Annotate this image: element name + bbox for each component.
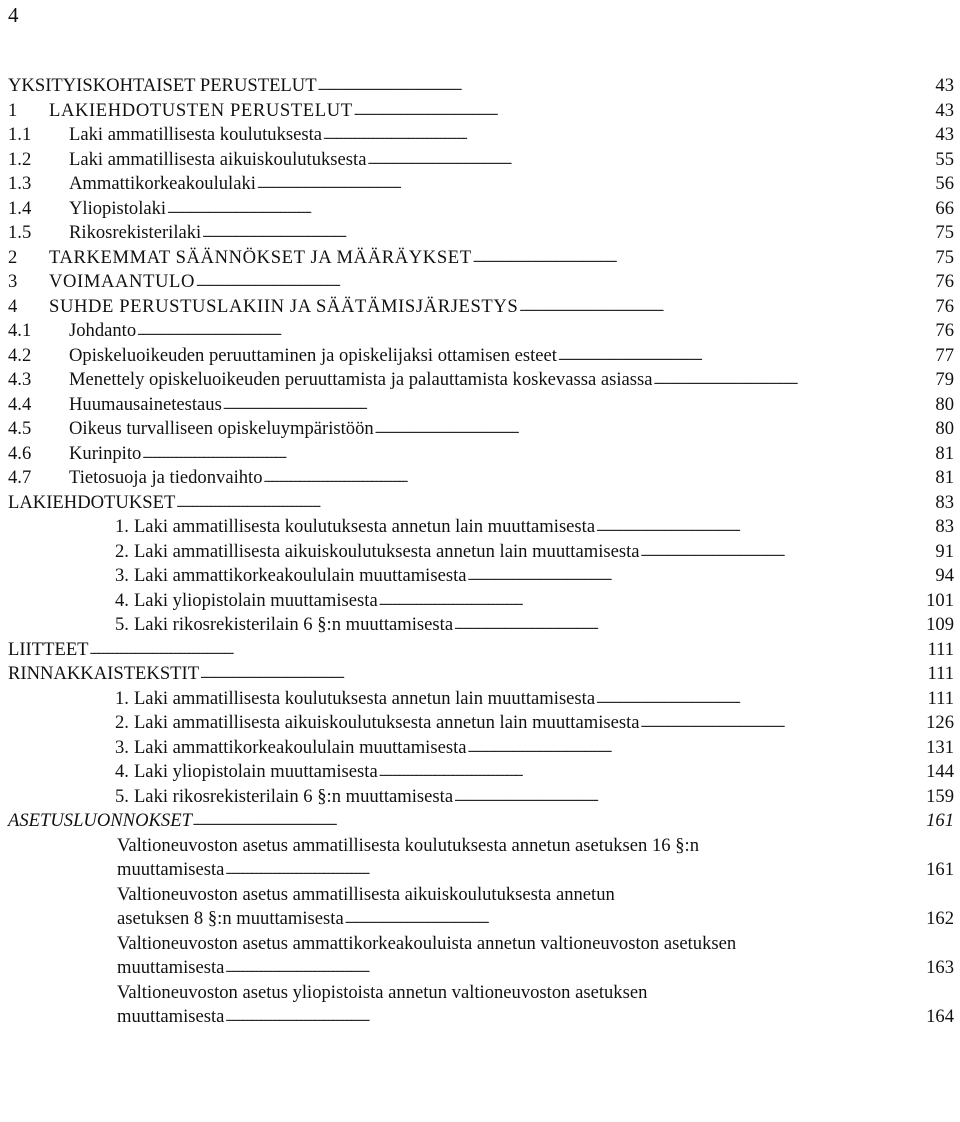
toc-dot-leader	[345, 906, 920, 933]
toc-dot-leader	[454, 612, 920, 639]
toc-entry[interactable]	[8, 270, 954, 295]
toc-entry-title: Valtioneuvoston asetus ammatillisesta aikuiskoulutuksesta annetun	[117, 883, 615, 905]
toc-entry-title: Kurinpito	[69, 442, 142, 464]
toc-entry-number: 3.	[115, 565, 129, 586]
toc-entry-page: 131	[926, 736, 954, 758]
toc-entry-page: 111	[927, 687, 954, 709]
toc-entry-title: LAKIEHDOTUSTEN PERUSTELUT	[49, 99, 353, 121]
toc-entry-number: 1.2	[8, 148, 32, 170]
toc-dot-leader	[196, 269, 920, 296]
toc-dot-leader	[367, 147, 920, 174]
toc-entry[interactable]	[8, 662, 954, 687]
toc-dot-leader	[225, 857, 920, 884]
toc-entry-number: 2	[8, 246, 18, 268]
toc-entry-page: 76	[935, 271, 954, 292]
toc-entry-number: 1.5	[8, 222, 32, 243]
toc-entry-page: 77	[935, 344, 954, 366]
toc-entry-title: Laki ammatillisesta aikuiskoulutuksesta	[69, 148, 367, 170]
toc-entry-page: 161	[926, 810, 954, 831]
toc-entry-title: Laki ammattikorkeakoululain muuttamisesta	[133, 736, 467, 758]
toc-entry-page: 80	[935, 393, 954, 415]
toc-entry-page: 80	[935, 418, 954, 439]
toc-entry-title: Laki yliopistolain muuttamisesta	[133, 589, 378, 611]
toc-entry[interactable]	[8, 221, 954, 246]
toc-entry[interactable]	[8, 172, 954, 197]
page-number: 4	[8, 3, 19, 27]
toc-entry-page: 163	[926, 957, 954, 978]
toc-entry-page: 43	[935, 99, 954, 121]
toc-entry-page: 101	[926, 589, 954, 611]
toc-entry[interactable]	[8, 246, 954, 271]
toc-entry-page: 83	[935, 516, 954, 537]
toc-entry[interactable]	[8, 368, 954, 393]
toc-entry-page: 94	[935, 565, 954, 586]
toc-entry-number: 4.2	[8, 344, 32, 366]
toc-entry[interactable]	[8, 809, 954, 834]
toc-entry[interactable]	[8, 613, 954, 638]
toc-entry-page: 111	[927, 638, 954, 660]
toc-entry-title: VOIMAANTULO	[49, 271, 196, 292]
toc-dot-leader	[468, 735, 921, 762]
toc-entry-title: muuttamisesta	[117, 1006, 225, 1027]
toc-entry-title: Yliopistolaki	[69, 197, 167, 219]
toc-entry-page: 126	[926, 712, 954, 733]
toc-entry-title: Opiskeluoikeuden peruuttaminen ja opiskelijaksi ottamisen esteet	[69, 344, 557, 366]
toc-entry[interactable]	[8, 466, 954, 491]
toc-entry-title: LIITTEET	[8, 638, 89, 660]
toc-dot-leader	[519, 294, 920, 321]
toc-dot-leader	[167, 196, 920, 223]
toc-entry-title: Rikosrekisterilaki	[69, 222, 202, 243]
toc-entry-title: SUHDE PERUSTUSLAKIIN JA SÄÄTÄMISJÄRJESTYS	[49, 295, 519, 317]
toc-dot-leader	[137, 318, 920, 345]
toc-entry-number: 4.4	[8, 393, 32, 415]
toc-entry[interactable]	[8, 74, 954, 99]
toc-dot-leader	[202, 220, 920, 247]
toc-entry-number: 2.	[115, 712, 129, 733]
toc-entry-page: 66	[935, 197, 954, 219]
toc-entry-title: RINNAKKAISTEKSTIT	[8, 663, 200, 684]
toc-entry-page: 111	[927, 663, 954, 684]
toc-entry-title: Laki ammattikorkeakoululain muuttamisesta	[133, 565, 467, 586]
toc-entry-title: LAKIEHDOTUKSET	[8, 491, 176, 513]
toc-dot-leader	[225, 1004, 920, 1031]
toc-entry[interactable]	[8, 393, 954, 418]
toc-entry-title: Laki yliopistolain muuttamisesta	[133, 761, 378, 782]
toc-dot-leader	[596, 686, 920, 713]
toc-dot-leader	[379, 759, 920, 786]
toc-entry[interactable]	[8, 540, 954, 565]
toc-entry[interactable]	[8, 956, 954, 981]
toc-entry-number: 1	[8, 99, 18, 121]
toc-entry-page: 83	[935, 491, 954, 513]
toc-entry-title: Menettely opiskeluoikeuden peruuttamista ja palauttamista koskevassa asiassa	[69, 369, 653, 390]
toc-entry-number: 4.6	[8, 442, 32, 464]
toc-entry[interactable]	[8, 515, 954, 540]
toc-entry-title: asetuksen 8 §:n muuttamisesta	[117, 908, 344, 929]
toc-entry-page: 81	[935, 442, 954, 464]
toc-entry[interactable]	[8, 687, 954, 712]
toc-entry-number: 3	[8, 271, 18, 292]
toc-entry[interactable]	[8, 319, 954, 344]
toc-dot-leader	[225, 955, 920, 982]
toc-entry-page: 159	[926, 785, 954, 807]
toc-entry-page: 161	[926, 859, 954, 880]
toc-entry-page: 91	[935, 540, 954, 562]
toc-entry-number: 1.1	[8, 124, 32, 145]
toc-entry[interactable]	[8, 711, 954, 736]
toc-entry-page: 81	[935, 467, 954, 488]
toc-dot-leader	[323, 122, 920, 149]
toc-dot-leader	[468, 563, 921, 590]
toc-dot-leader	[473, 245, 920, 272]
toc-entry-title: Valtioneuvoston asetus yliopistoista annetun valtioneuvoston asetuksen	[117, 981, 648, 1003]
toc-entry-number: 5.	[115, 614, 129, 635]
toc-entry-page: 43	[935, 124, 954, 145]
toc-dot-leader	[257, 171, 920, 198]
toc-entry-title: ASETUSLUONNOKSET	[8, 810, 192, 831]
toc-entry[interactable]	[8, 442, 954, 467]
toc-entry-page: 75	[935, 246, 954, 268]
toc-dot-leader	[558, 343, 920, 370]
toc-entry-number: 4.	[115, 761, 129, 782]
toc-entry[interactable]	[8, 197, 954, 222]
toc-dot-leader	[142, 441, 920, 468]
toc-entry-title: Ammattikorkeakoululaki	[69, 173, 256, 194]
toc-entry-page: 76	[935, 295, 954, 317]
toc-entry[interactable]	[8, 295, 954, 320]
toc-entry-page: 56	[935, 173, 954, 194]
toc-entry[interactable]	[8, 491, 954, 516]
toc-entry-number: 1.	[115, 516, 129, 537]
toc-entry-page: 164	[926, 1006, 954, 1027]
toc-entry-title: Tietosuoja ja tiedonvaihto	[69, 467, 263, 488]
toc-entry[interactable]	[8, 638, 954, 663]
toc-entry-page: 79	[935, 369, 954, 390]
toc-entry-number: 2.	[115, 540, 129, 562]
toc-entry[interactable]	[8, 99, 954, 124]
toc-entry[interactable]	[8, 834, 954, 859]
toc-entry[interactable]	[8, 417, 954, 442]
toc-entry-number: 4.3	[8, 369, 32, 390]
toc-entry-title: YKSITYISKOHTAISET PERUSTELUT	[8, 75, 317, 96]
toc-entry-title: Valtioneuvoston asetus ammatillisesta koulutuksesta annetun asetuksen 16 §:n	[117, 834, 699, 856]
toc-entry[interactable]	[8, 344, 954, 369]
toc-dot-leader	[193, 808, 920, 835]
toc-entry-number: 1.	[115, 687, 129, 709]
toc-entry-title: Laki ammatillisesta koulutuksesta	[69, 124, 323, 145]
toc-entry[interactable]	[8, 981, 954, 1006]
toc-dot-leader	[375, 416, 920, 443]
toc-entry-title: Laki ammatillisesta aikuiskoulutuksesta annetun lain muuttamisesta	[133, 712, 640, 733]
toc-entry[interactable]	[8, 148, 954, 173]
toc-entry[interactable]	[8, 760, 954, 785]
toc-entry[interactable]	[8, 123, 954, 148]
toc-entry-title: Laki ammatillisesta koulutuksesta annetun lain muuttamisesta	[133, 687, 596, 709]
toc-dot-leader	[596, 514, 920, 541]
toc-entry-number: 4	[8, 295, 18, 317]
toc-entry[interactable]	[8, 858, 954, 883]
toc-entry[interactable]	[8, 883, 954, 908]
toc-dot-leader	[90, 637, 920, 664]
toc-dot-leader	[223, 392, 920, 419]
toc-dot-leader	[264, 465, 920, 492]
toc-entry-page: 109	[926, 614, 954, 635]
toc-dot-leader	[379, 588, 920, 615]
toc-entry-title: Johdanto	[69, 320, 137, 341]
toc-entry-number: 1.3	[8, 173, 32, 194]
toc-entry-number: 5.	[115, 785, 129, 807]
toc-dot-leader	[641, 710, 921, 737]
toc-entry-page: 55	[935, 148, 954, 170]
toc-entry[interactable]	[8, 907, 954, 932]
toc-entry-title: Valtioneuvoston asetus ammattikorkeakouluista annetun valtioneuvoston asetuksen	[117, 932, 737, 954]
toc-entry-title: Huumausainetestaus	[69, 393, 222, 415]
toc-entry-number: 4.5	[8, 418, 32, 439]
toc-entry-title: Laki rikosrekisterilain 6 §:n muuttamisesta	[133, 614, 454, 635]
toc-entry-number: 4.	[115, 589, 129, 611]
toc-entry-number: 4.1	[8, 320, 32, 341]
toc-entry[interactable]	[8, 932, 954, 957]
toc-entry-number: 1.4	[8, 197, 32, 219]
table-of-contents	[8, 74, 954, 1030]
toc-entry-title: Oikeus turvalliseen opiskeluympäristöön	[69, 418, 374, 439]
toc-entry-page: 75	[935, 222, 954, 243]
toc-dot-leader	[200, 661, 920, 688]
toc-entry[interactable]	[8, 736, 954, 761]
toc-entry-page: 162	[926, 908, 954, 929]
toc-entry-page: 43	[935, 75, 954, 96]
toc-entry-title: Laki ammatillisesta koulutuksesta annetun lain muuttamisesta	[133, 516, 596, 537]
toc-entry-number: 3.	[115, 736, 129, 758]
toc-dot-leader	[454, 784, 920, 811]
toc-entry[interactable]	[8, 589, 954, 614]
toc-dot-leader	[653, 367, 920, 394]
toc-entry-page: 144	[926, 761, 954, 782]
toc-dot-leader	[176, 490, 920, 517]
toc-entry-page: 76	[935, 320, 954, 341]
toc-entry[interactable]	[8, 785, 954, 810]
toc-entry-title: muuttamisesta	[117, 859, 225, 880]
toc-dot-leader	[318, 73, 920, 100]
toc-entry-number: 4.7	[8, 467, 32, 488]
toc-entry-title: Laki ammatillisesta aikuiskoulutuksesta annetun lain muuttamisesta	[133, 540, 640, 562]
toc-entry-title: muuttamisesta	[117, 957, 225, 978]
toc-dot-leader	[641, 539, 921, 566]
toc-entry-title: TARKEMMAT SÄÄNNÖKSET JA MÄÄRÄYKSET	[49, 246, 472, 268]
toc-entry-title: Laki rikosrekisterilain 6 §:n muuttamisesta	[133, 785, 454, 807]
toc-entry[interactable]	[8, 564, 954, 589]
toc-dot-leader	[354, 98, 920, 125]
toc-entry[interactable]	[8, 1005, 954, 1030]
